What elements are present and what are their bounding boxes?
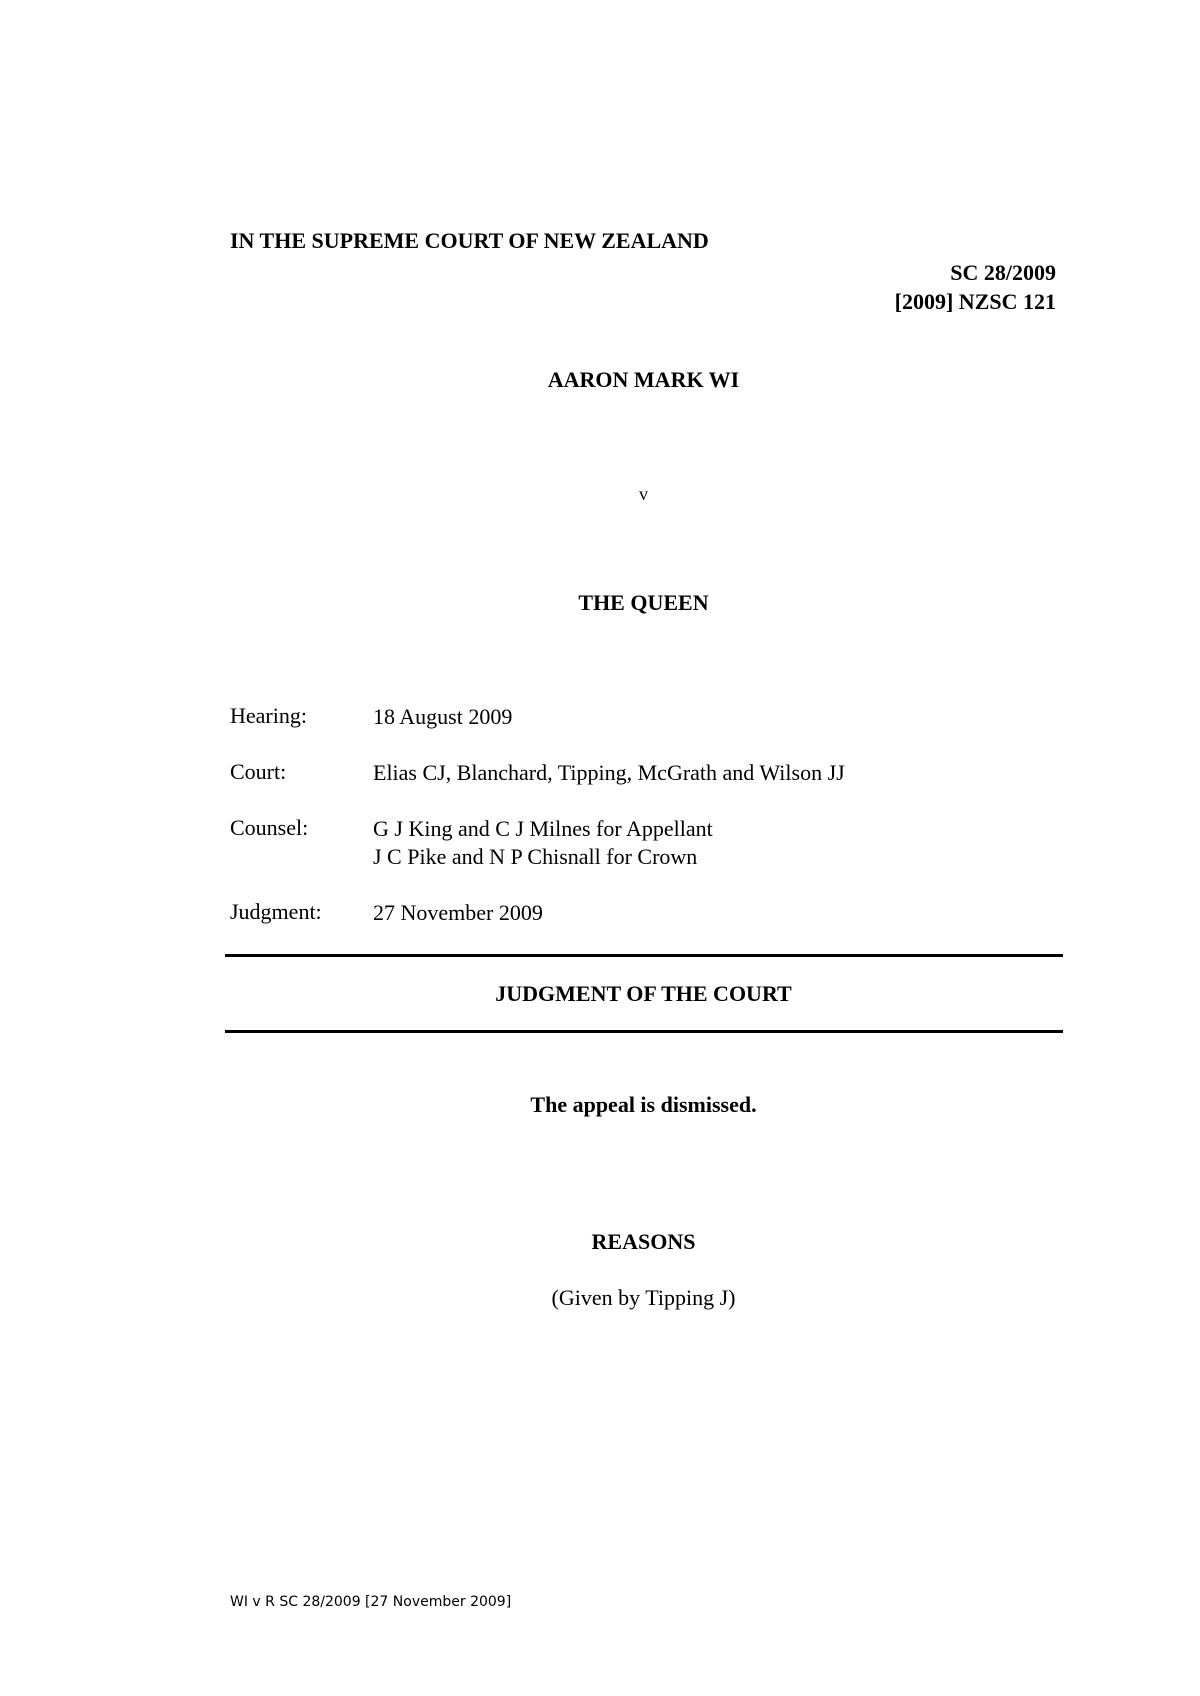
reasons-author: (Given by Tipping J): [551, 1285, 736, 1310]
appellant-name: AARON MARK WI: [547, 367, 740, 392]
page-footer: WI v R SC 28/2009 [27 November 2009]: [230, 1594, 512, 1610]
counsel-label: Counsel:: [230, 815, 309, 840]
counsel-appellant: G J King and C J Milnes for Appellant: [373, 816, 713, 841]
versus-marker: v: [639, 484, 648, 504]
judgment-label: Judgment:: [230, 899, 322, 924]
hearing-label: Hearing:: [230, 703, 307, 728]
counsel-list: [373, 815, 713, 871]
case-references: [895, 258, 1056, 316]
hearing-date: 18 August 2009: [373, 704, 513, 729]
counsel-crown: J C Pike and N P Chisnall for Crown: [373, 844, 698, 869]
top-divider: [225, 954, 1063, 957]
case-number: SC 28/2009: [950, 260, 1056, 285]
court-label: Court:: [230, 759, 287, 784]
respondent-name: THE QUEEN: [578, 590, 709, 615]
court-judges: Elias CJ, Blanchard, Tipping, McGrath and Wilson JJ: [373, 760, 845, 785]
bottom-divider: [225, 1030, 1063, 1033]
court-heading: IN THE SUPREME COURT OF NEW ZEALAND: [230, 228, 709, 253]
court-order: The appeal is dismissed.: [530, 1092, 757, 1117]
judgment-heading: JUDGMENT OF THE COURT: [495, 981, 792, 1006]
judgment-date: 27 November 2009: [373, 900, 543, 925]
neutral-citation: [2009] NZSC 121: [894, 289, 1056, 314]
reasons-heading: REASONS: [591, 1229, 696, 1254]
